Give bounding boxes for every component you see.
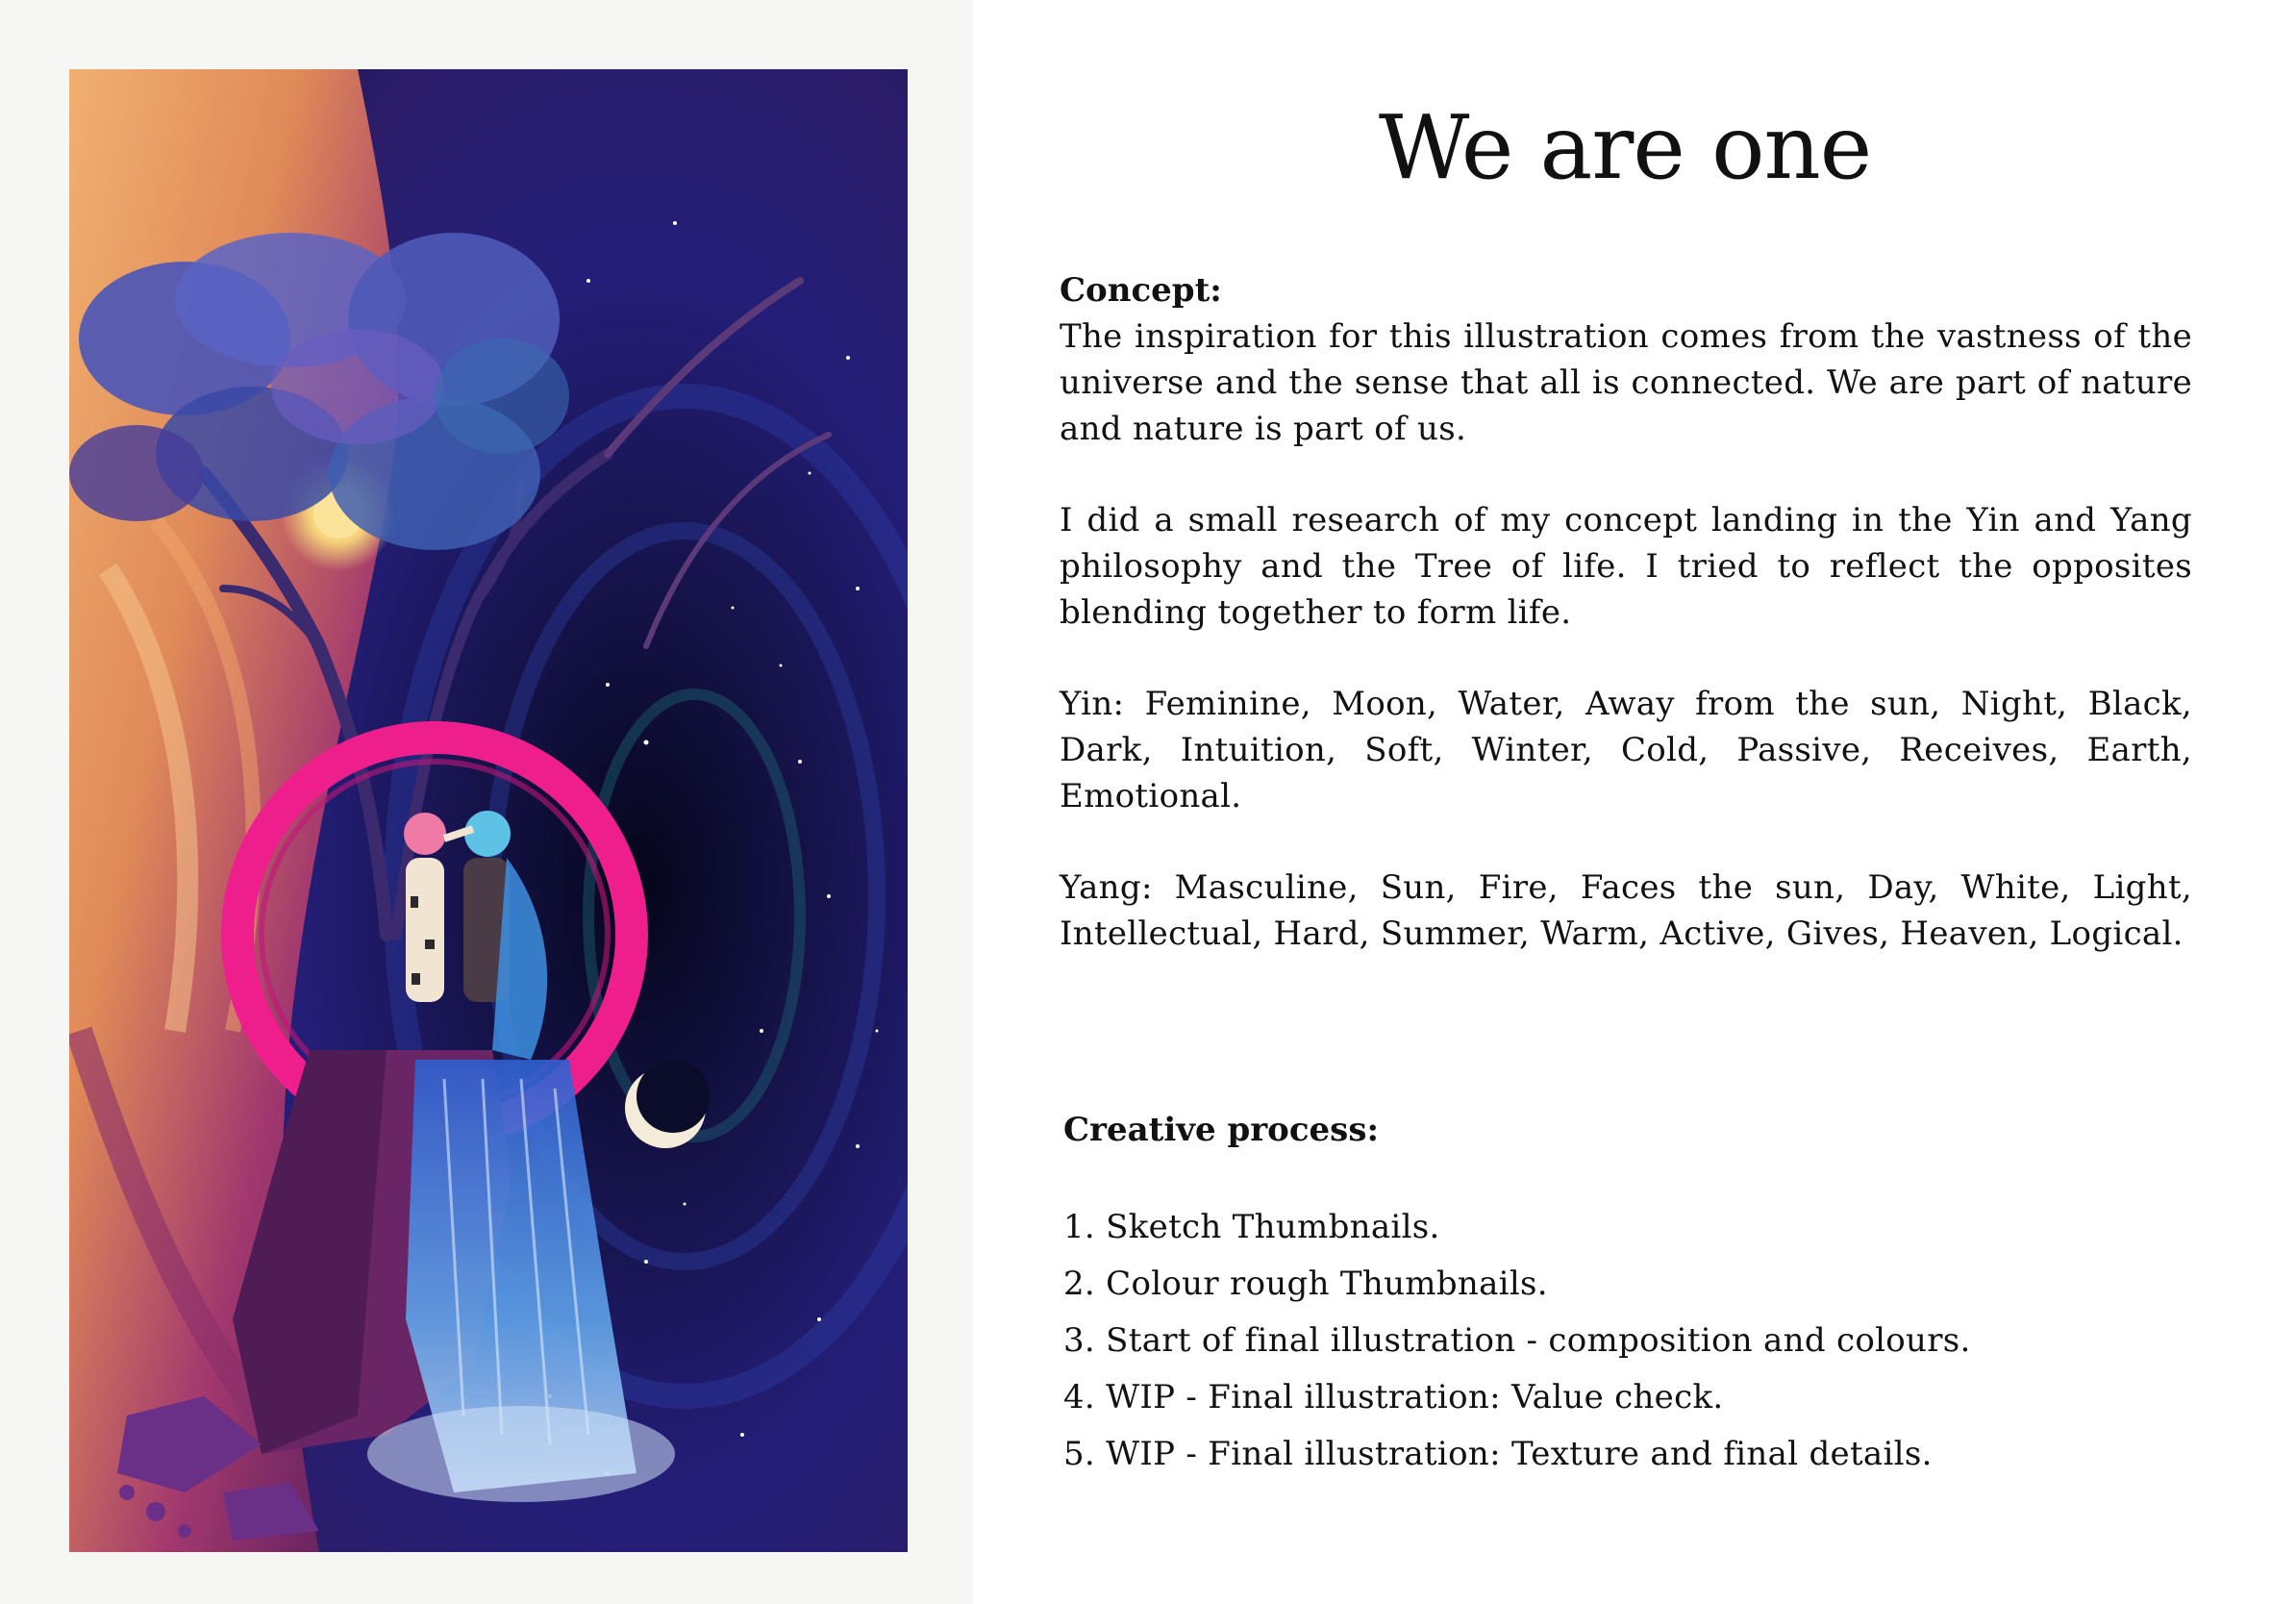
process-steps-list <box>1063 1199 2196 1483</box>
yin-attributes: Yin: Feminine, Moon, Water, Away from the sun, Night, Black, Dark, Intuition, Soft, Winter, Cold, Passive, Receives, Earth, Emotional. <box>1060 685 2192 815</box>
process-step: 4. WIP - Final illustration: Value check. <box>1063 1378 1724 1416</box>
concept-heading: Concept: <box>1060 271 1222 310</box>
water-mist <box>367 1406 675 1502</box>
crescent-moon-shadow <box>636 1060 710 1133</box>
process-step: 3. Start of final illustration - composition and colours. <box>1063 1321 1971 1360</box>
concept-section <box>1060 267 2192 1002</box>
page-title: We are one <box>1378 96 1872 199</box>
process-step: 2. Colour rough Thumbnails. <box>1063 1265 1548 1303</box>
concept-paragraph-1: The inspiration for this illustration comes from the vastness of the universe and the sense that all is connected. We are part of nature and nature is part of us. <box>1060 317 2192 448</box>
illustration-artwork <box>69 69 908 1552</box>
process-heading: Creative process: <box>1063 1111 1380 1149</box>
yang-attributes: Yang: Masculine, Sun, Fire, Faces the sun, Day, White, Light, Intellectual, Hard, Summer, Warm, Active, Gives, Heaven, Logical. <box>1060 868 2192 953</box>
process-step: 1. Sketch Thumbnails. <box>1063 1208 1440 1246</box>
left-panel <box>0 0 973 1604</box>
concept-paragraph-2: I did a small research of my concept landing in the Yin and Yang philosophy and the Tree of life. I tried to reflect the opposites blending together to form life. <box>1060 501 2192 632</box>
process-step: 5. WIP - Final illustration: Texture and final details. <box>1063 1435 1933 1473</box>
